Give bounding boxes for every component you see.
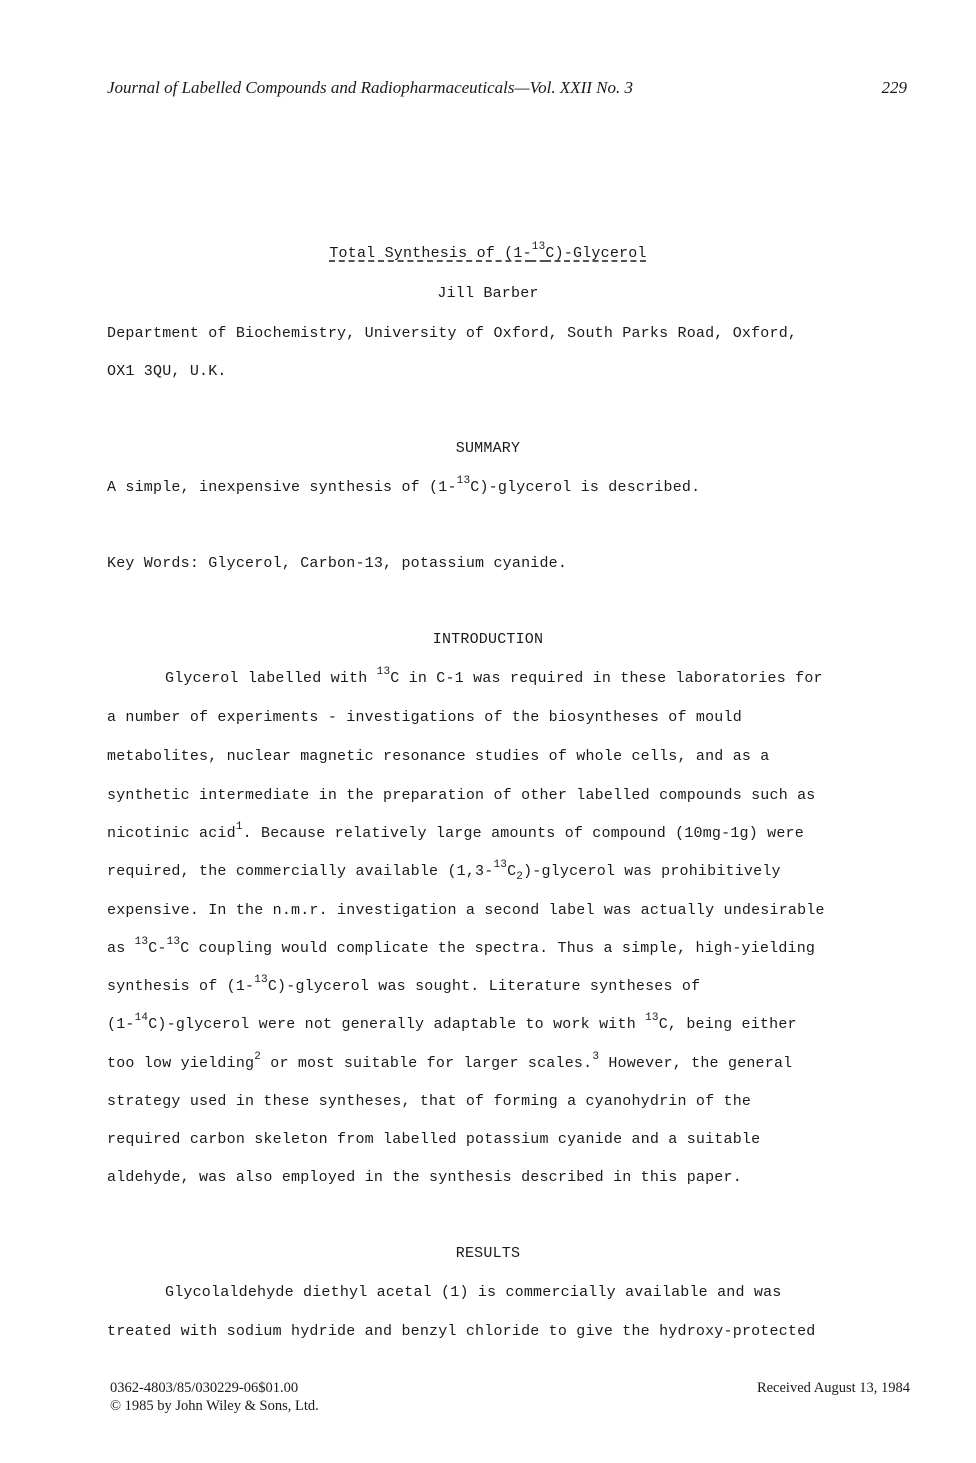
intro-line: too low yielding$^2$ or most suitable for larger scales.$^3$ However, the general (107, 1051, 793, 1072)
intro-line: (1-$^{14}$C)-glycerol were not generally adaptable to work with $^{13}$C, being either (107, 1012, 797, 1033)
footer-copyright: © 1985 by John Wiley & Sons, Ltd. (110, 1398, 319, 1414)
intro-line: a number of experiments - investigations of the biosyntheses of mould (107, 709, 742, 726)
results-line: treated with sodium hydride and benzyl chloride to give the hydroxy-protected (107, 1323, 816, 1340)
results-heading: RESULTS (455, 1245, 521, 1262)
page-number: 229 (881, 78, 907, 97)
footer-code: 0362-4803/85/030229-06$01.00 (110, 1380, 299, 1396)
intro-line: nicotinic acid$^1$. Because relatively large amounts of compound (10mg-1g) were (107, 821, 804, 842)
results-line: Glycolaldehyde diethyl acetal (1) is commercially available and was (165, 1284, 782, 1301)
intro-line: Glycerol labelled with $^{13}$C in C-1 was required in these laboratories for (165, 666, 823, 687)
introduction-heading: INTRODUCTION (432, 631, 544, 648)
author-name: Jill Barber (437, 285, 539, 302)
intro-line: as $^{13}$C-$^{13}$C coupling would complicate the spectra. Thus a simple, high-yielding (107, 936, 816, 957)
affiliation-line-2: OX1 3QU, U.K. (107, 363, 227, 380)
intro-line: synthesis of (1-$^{13}$C)-glycerol was sought. Literature syntheses of (107, 974, 701, 995)
intro-line: metabolites, nuclear magnetic resonance studies of whole cells, and as a (107, 748, 770, 765)
intro-line: aldehyde, was also employed in the synthesis described in this paper. (107, 1169, 742, 1186)
affiliation-line-1: Department of Biochemistry, University of Oxford, South Parks Road, Oxford, (107, 325, 798, 342)
running-header (107, 78, 907, 98)
article-title: Total Synthesis of (1-$^{13}$C)-Glycerol (329, 241, 647, 262)
summary-heading: SUMMARY (455, 440, 521, 457)
journal-title: Journal of Labelled Compounds and Radiopharmaceuticals—Vol. XXII No. 3 (107, 78, 634, 97)
intro-line: strategy used in these syntheses, that of forming a cyanohydrin of the (107, 1093, 752, 1110)
intro-line: required, the commercially available $(1,3-^{13}C_2)$-glycerol was prohibitively (107, 859, 781, 883)
keywords: Key Words: Glycerol, Carbon-13, potassium cyanide. (107, 555, 568, 572)
intro-line: synthetic intermediate in the preparation of other labelled compounds such as (107, 787, 816, 804)
intro-line: expensive. In the n.m.r. investigation a second label was actually undesirable (107, 902, 825, 919)
footer-received: Received August 13, 1984 (756, 1380, 910, 1396)
intro-line: required carbon skeleton from labelled potassium cyanide and a suitable (107, 1131, 761, 1148)
summary-text: A simple, inexpensive synthesis of (1-$^{13}$C)-glycerol is described. (107, 475, 701, 496)
